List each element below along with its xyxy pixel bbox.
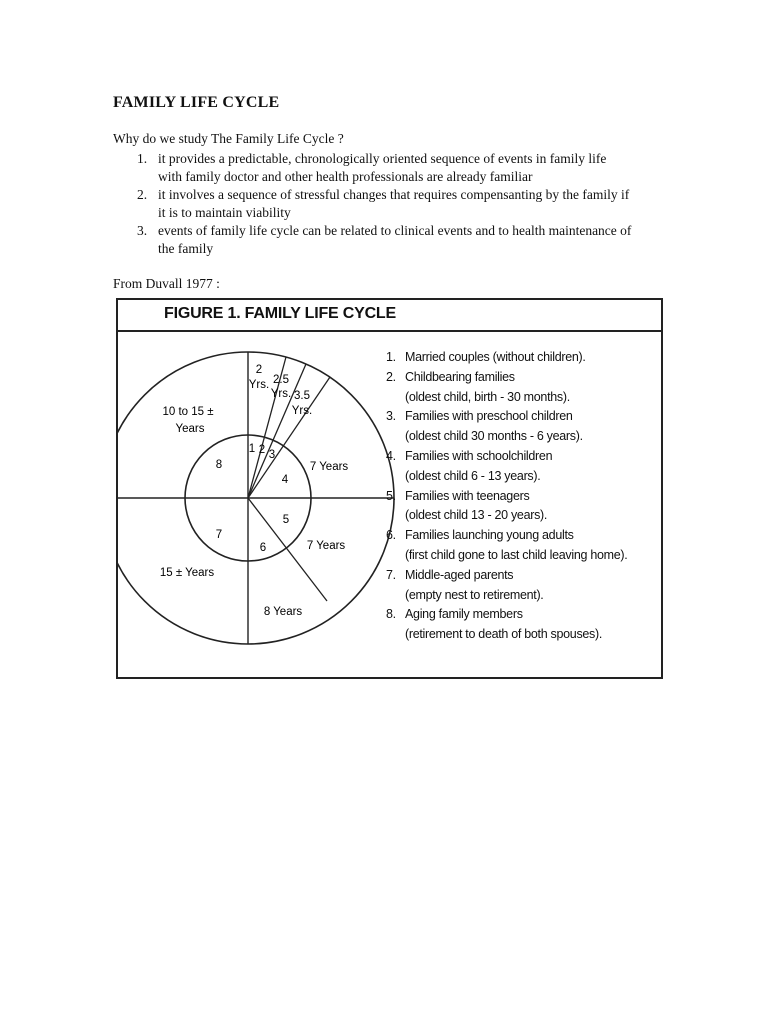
inner-number: 7 [215, 529, 223, 541]
inner-number: 3 [268, 449, 276, 461]
legend-item [386, 447, 656, 487]
legend-stage: Middle-aged parents [405, 567, 514, 582]
legend-item [386, 348, 656, 368]
document-title: FAMILY LIFE CYCLE [113, 94, 280, 111]
legend-stage: Married couples (without children). [405, 350, 586, 364]
figure-title: FIGURE 1. FAMILY LIFE CYCLE [164, 305, 396, 322]
legend-item [386, 605, 656, 645]
legend-detail: (oldest child 30 months - 6 years). [405, 429, 583, 444]
outer-label-stage8: 10 to 15 ± [162, 406, 214, 418]
legend-detail: (retirement to death of both spouses). [405, 627, 603, 642]
legend-detail: (first child gone to last child leaving home). [405, 547, 628, 562]
outer-label-stage2: 2.5 [273, 374, 289, 386]
legend-number: 4. [386, 448, 396, 463]
outer-label-stage3: Yrs. [291, 405, 313, 417]
legend-stage: Families with schoolchildren [405, 448, 553, 463]
reason-number: 1. [137, 151, 148, 166]
legend-number: 8. [386, 607, 396, 622]
outer-label-stage1: 2 [255, 364, 263, 376]
inner-number: 5 [282, 514, 290, 526]
outer-label-stage3: 3.5 [294, 390, 310, 402]
outer-label-stage5: 7 Years [306, 540, 346, 552]
inner-number: 8 [215, 459, 223, 471]
reason-item [113, 222, 633, 258]
legend-item [386, 526, 656, 566]
legend-item [386, 487, 656, 527]
stage-legend [386, 348, 656, 645]
outer-label-stage7: 15 ± Years [159, 567, 215, 579]
figure-box [116, 298, 663, 679]
legend-number: 5. [386, 488, 396, 503]
legend-item [386, 566, 656, 606]
life-cycle-diagram [118, 300, 398, 677]
inner-number: 1 [248, 443, 256, 455]
outer-label-stage2: Yrs. [270, 388, 292, 400]
outer-label-stage6: 8 Years [263, 606, 303, 618]
legend-stage: Aging family members [405, 607, 523, 622]
reason-text: it involves a sequence of stressful changes that requires compensanting by the family if it is to maintain viability [158, 187, 630, 220]
inner-number: 2 [258, 444, 266, 456]
legend-detail: (oldest child, birth - 30 months). [405, 389, 570, 404]
legend-number: 2. [386, 369, 396, 384]
intro-question: Why do we study The Family Life Cycle ? [113, 131, 344, 146]
outer-label-stage4: 7 Years [309, 461, 349, 473]
reason-item [113, 150, 633, 186]
legend-stage: Families with preschool children [405, 409, 573, 424]
outer-label-stage1: Yrs. [248, 379, 270, 391]
legend-stage: Childbearing families [405, 369, 515, 384]
reason-text: it provides a predictable, chronologically oriented sequence of events in family life with family doctor and other health professionals are already familiar [158, 151, 607, 184]
legend-item [386, 368, 656, 408]
legend-number: 3. [386, 409, 396, 424]
legend-stage: Families with teenagers [405, 488, 530, 503]
source-citation: From Duvall 1977 : [113, 276, 220, 291]
legend-item [386, 407, 656, 447]
inner-number: 6 [259, 542, 267, 554]
reason-item [113, 186, 633, 222]
legend-detail: (oldest child 13 - 20 years). [405, 508, 548, 523]
outer-label-stage8: Years [175, 423, 205, 435]
reason-number: 2. [137, 187, 148, 202]
reasons-list [113, 150, 633, 258]
inner-number: 4 [281, 474, 289, 486]
legend-number: 1. [386, 350, 396, 364]
reason-number: 3. [137, 223, 148, 238]
legend-stage: Families launching young adults [405, 528, 574, 543]
legend-number: 6. [386, 528, 396, 543]
legend-detail: (oldest child 6 - 13 years). [405, 468, 541, 483]
legend-number: 7. [386, 567, 396, 582]
reason-text: events of family life cycle can be related to clinical events and to health maintenance of the family [158, 223, 632, 256]
legend-detail: (empty nest to retirement). [405, 587, 544, 602]
